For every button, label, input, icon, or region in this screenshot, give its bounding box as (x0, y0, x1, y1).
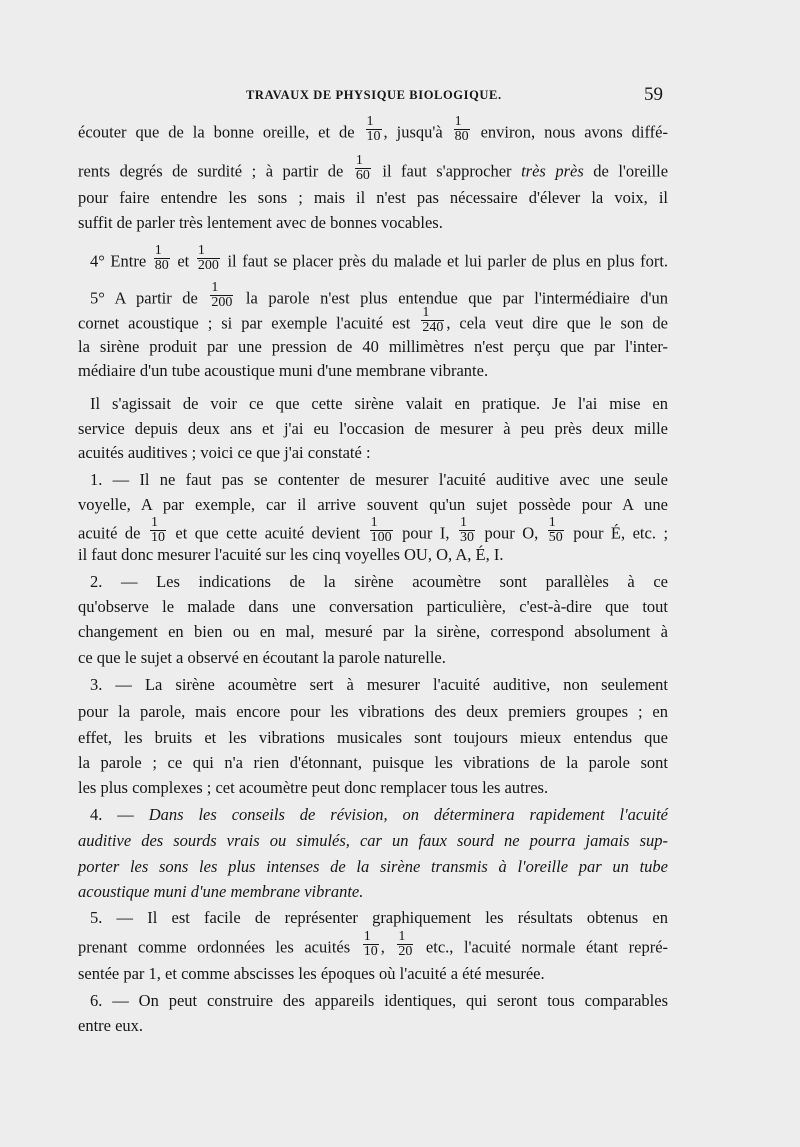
text-line: changement en bien ou en mal, mesuré par la sirène, correspond absolument à (78, 622, 668, 641)
text-line: les plus complexes ; cet acoumètre peut donc remplacer tous les autres. (78, 778, 549, 797)
fraction (421, 306, 444, 335)
page-number: 59 (644, 84, 663, 105)
text-line: effet, les bruits et les vibrations musicales sont toujours mieux entendus que (78, 728, 668, 747)
text-run: pour O, (484, 523, 539, 543)
italic-run: auditive des sourds vrais ou simulés, car un faux sourd ne pourra jamais sup- (78, 831, 668, 850)
fraction-numerator: 1 (454, 115, 470, 130)
text-line: la sirène produit par une pression de 40 millimètres n'est perçu que par l'inter- (78, 337, 668, 356)
text-line (78, 882, 668, 902)
text-line (90, 243, 669, 277)
text-run: écouter que de la bonne oreille, et de (78, 122, 355, 142)
text-line: 3. — La sirène acoumètre sert à mesurer l'acuité auditive, non seulement (90, 675, 668, 694)
text-line: 6. — On peut construire des appareils identiques, qui seront tous comparables (90, 991, 668, 1010)
text-line: Il s'agissait de voir ce que cette sirène valait en pratique. Je l'ai mise en (90, 394, 668, 413)
fraction-numerator: 1 (355, 154, 371, 169)
fraction-denominator: 200 (211, 295, 233, 310)
fraction-numerator: 1 (154, 244, 170, 259)
text-run: rents degrés de surdité ; à partir de (78, 161, 344, 181)
text-line: la parole ; ce qui n'a rien d'étonnant, puisque les vibrations de la parole sont (78, 753, 668, 772)
fraction (150, 516, 166, 545)
fraction (154, 244, 170, 273)
text-run: environ, nous avons diffé- (480, 122, 668, 142)
fraction-numerator: 1 (150, 516, 166, 531)
text-run: , (380, 937, 385, 957)
fraction-numerator: 1 (370, 516, 393, 531)
text-line: pour faire entendre les sons ; mais il n'est pas nécessaire d'élever la voix, il (78, 188, 668, 207)
fraction-denominator: 240 (422, 320, 444, 335)
fraction-numerator: 1 (366, 115, 382, 130)
text-line: qu'observe le malade dans une conversation particulière, c'est-à-dire que tout (78, 597, 668, 616)
fraction-denominator: 200 (197, 258, 219, 273)
text-line: voyelle, A par exemple, car il arrive souvent qu'un sujet possède pour A une (78, 495, 668, 514)
fraction (454, 115, 470, 144)
text-run: il faut s'approcher (382, 161, 512, 181)
text-line (78, 857, 668, 877)
text-run: et que cette acuité devient (175, 523, 361, 543)
text-line: sentée par 1, et comme abscisses les époques où l'acuité a été mesurée. (78, 964, 545, 983)
text-run: pour I, (402, 523, 450, 543)
fraction-numerator: 1 (210, 281, 233, 296)
fraction-denominator: 100 (370, 530, 392, 545)
fraction-denominator: 10 (363, 944, 378, 959)
text-run: 4. — (90, 805, 134, 824)
fraction-denominator: 80 (154, 258, 169, 273)
text-line (90, 805, 668, 825)
text-run: etc., l'acuité normale étant repré- (425, 937, 669, 957)
italic-run: porter les sons les plus intenses de la sirène transmis à l'oreille par un tube (78, 857, 668, 876)
italic-run: acoustique muni d'une membrane vibrante. (78, 882, 364, 901)
fraction-numerator: 1 (197, 244, 220, 259)
fraction-numerator: 1 (548, 516, 564, 531)
fraction (363, 930, 379, 959)
text-run: et (177, 251, 190, 271)
text-line (78, 305, 669, 339)
fraction-denominator: 10 (150, 530, 165, 545)
fraction-numerator: 1 (397, 930, 413, 945)
text-run: la parole n'est plus entendue que par l'intermédiaire d'un (245, 288, 669, 308)
text-line: 2. — Les indications de la sirène acoumètre sont parallèles à ce (90, 572, 668, 591)
text-run: , jusqu'à (383, 122, 443, 142)
fraction-numerator: 1 (459, 516, 475, 531)
text-run: prenant comme ordonnées les acuités (78, 937, 351, 957)
running-head: TRAVAUX DE PHYSIQUE BIOLOGIQUE. (246, 88, 502, 102)
fraction (548, 516, 564, 545)
text-line: médiaire d'un tube acoustique muni d'une membrane vibrante. (78, 361, 489, 380)
text-line: service depuis deux ans et j'ai eu l'occasion de mesurer à peu près deux mille (78, 419, 668, 438)
text-run: acuité de (78, 523, 141, 543)
fraction-denominator: 50 (548, 530, 563, 545)
text-run: pour É, etc. ; (573, 523, 669, 543)
text-run: 5° A partir de (90, 288, 198, 308)
fraction (459, 516, 475, 545)
fraction (197, 244, 220, 273)
text-line: ce que le sujet a observé en écoutant la parole naturelle. (78, 648, 446, 667)
text-line: 5. — Il est facile de représenter graphiquement les résultats obtenus en (90, 908, 668, 927)
text-line: pour la parole, mais encore pour les vibrations des deux premiers groupes ; en (78, 702, 668, 721)
text-run: 4° Entre (90, 251, 147, 271)
italic-run: très près (521, 161, 584, 181)
fraction-numerator: 1 (363, 930, 379, 945)
text-run: il faut se placer près du malade et lui parler de plus en plus fort. (227, 251, 669, 271)
text-line (78, 929, 669, 963)
fraction (397, 930, 413, 959)
text-line: acuités auditives ; voici ce que j'ai constaté : (78, 443, 371, 462)
text-line: 1. — Il ne faut pas se contenter de mesurer l'acuité auditive avec une seule (90, 470, 668, 489)
text-line (78, 114, 668, 148)
text-line: suffit de parler très lentement avec de bonnes vocables. (78, 213, 443, 232)
italic-run: Dans les conseils de révision, on déterminera rapidement l'acuité (148, 805, 668, 824)
fraction (366, 115, 382, 144)
fraction-denominator: 60 (355, 168, 370, 183)
fraction-denominator: 20 (398, 944, 413, 959)
text-run: cornet acoustique ; si par exemple l'acuité est (78, 313, 411, 333)
fraction-denominator: 10 (366, 129, 381, 144)
fraction-denominator: 30 (459, 530, 474, 545)
fraction (370, 516, 393, 545)
text-line (78, 831, 668, 851)
text-line: il faut donc mesurer l'acuité sur les cinq voyelles OU, O, A, É, I. (78, 545, 504, 564)
fraction-denominator: 80 (454, 129, 469, 144)
fraction (210, 281, 233, 310)
fraction (355, 154, 371, 183)
text-line: entre eux. (78, 1016, 144, 1035)
fraction-numerator: 1 (421, 306, 444, 321)
page-header (0, 84, 800, 110)
text-run: de l'oreille (593, 161, 669, 181)
text-run: , cela veut dire que le son de (446, 313, 669, 333)
text-line (78, 153, 669, 187)
